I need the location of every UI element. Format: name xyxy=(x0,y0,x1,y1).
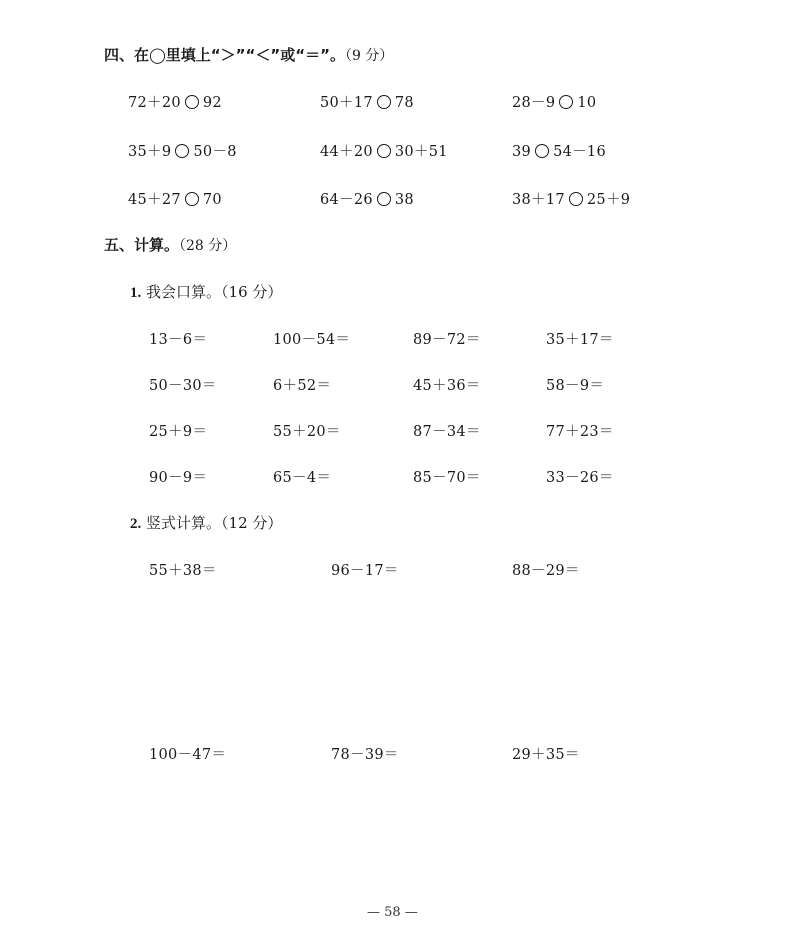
comparison-right: 25＋9 xyxy=(586,192,631,208)
section-4-points: （9 分） xyxy=(344,48,394,64)
mental-math-problem: 77＋23＝ xyxy=(546,424,614,440)
comparison-left: 72＋20 xyxy=(128,95,181,111)
part-1-number: 1. xyxy=(130,285,142,301)
answer-circle[interactable] xyxy=(377,144,391,158)
mental-math-problem: 89－72＝ xyxy=(413,332,481,348)
mental-math-problem: 58－9＝ xyxy=(546,378,605,394)
answer-circle[interactable] xyxy=(377,192,391,206)
comparison-left: 39 xyxy=(512,144,532,160)
mental-math-problem: 25＋9＝ xyxy=(149,424,208,440)
part-2-title: 竖式计算。（12 分） xyxy=(146,514,283,532)
mental-math-problem: 87－34＝ xyxy=(413,424,481,440)
comparison-item xyxy=(128,140,237,161)
section-5-title: 五、计算。 xyxy=(104,236,180,254)
comparison-left: 64－26 xyxy=(320,192,373,208)
vertical-calc-problem: 55＋38＝ xyxy=(149,563,217,579)
comparison-left: 28－9 xyxy=(512,95,556,111)
comparison-left: 35＋9 xyxy=(128,144,172,160)
answer-circle[interactable] xyxy=(569,192,583,206)
answer-circle[interactable] xyxy=(185,192,199,206)
comparison-right: 50－8 xyxy=(193,144,237,160)
comparison-item xyxy=(512,140,606,161)
mental-math-problem: 13－6＝ xyxy=(149,332,208,348)
part-1-heading xyxy=(130,281,282,302)
comparison-item xyxy=(320,140,448,161)
comparison-item xyxy=(512,188,630,209)
comparison-item xyxy=(320,91,414,112)
vertical-calc-problem: 78－39＝ xyxy=(331,747,399,763)
part-2-heading xyxy=(130,512,282,533)
part-1-title: 我会口算。（16 分） xyxy=(146,283,283,301)
comparison-item xyxy=(128,91,222,112)
answer-circle[interactable] xyxy=(559,95,573,109)
answer-circle[interactable] xyxy=(535,144,549,158)
mental-math-problem: 45＋36＝ xyxy=(413,378,481,394)
comparison-right: 54－16 xyxy=(553,144,606,160)
vertical-calc-problem: 96－17＝ xyxy=(331,563,399,579)
comparison-item xyxy=(128,188,222,209)
answer-circle[interactable] xyxy=(377,95,391,109)
comparison-item xyxy=(512,91,596,112)
mental-math-problem: 90－9＝ xyxy=(149,470,208,486)
comparison-item xyxy=(320,188,414,209)
answer-circle[interactable] xyxy=(175,144,189,158)
comparison-left: 50＋17 xyxy=(320,95,373,111)
section-4-title: 四、在◯里填上“＞”“＜”或“＝”。 xyxy=(104,46,345,64)
mental-math-problem: 65－4＝ xyxy=(273,470,332,486)
mental-math-problem: 55＋20＝ xyxy=(273,424,341,440)
vertical-calc-problem: 100－47＝ xyxy=(149,747,227,763)
comparison-right: 78 xyxy=(394,95,414,111)
mental-math-problem: 6＋52＝ xyxy=(273,378,332,394)
answer-circle[interactable] xyxy=(185,95,199,109)
page-number: — 58 — xyxy=(367,905,418,920)
mental-math-problem: 35＋17＝ xyxy=(546,332,614,348)
section-5-points: （28 分） xyxy=(179,238,237,254)
comparison-left: 38＋17 xyxy=(512,192,565,208)
vertical-calc-problem: 88－29＝ xyxy=(512,563,580,579)
mental-math-problem: 100－54＝ xyxy=(273,332,351,348)
comparison-right: 10 xyxy=(577,95,597,111)
comparison-left: 44＋20 xyxy=(320,144,373,160)
vertical-calc-problem: 29＋35＝ xyxy=(512,747,580,763)
comparison-right: 70 xyxy=(202,192,222,208)
mental-math-problem: 33－26＝ xyxy=(546,470,614,486)
mental-math-problem: 85－70＝ xyxy=(413,470,481,486)
section-5-heading xyxy=(104,234,236,255)
comparison-right: 92 xyxy=(202,95,222,111)
mental-math-problem: 50－30＝ xyxy=(149,378,217,394)
comparison-right: 38 xyxy=(394,192,414,208)
comparison-left: 45＋27 xyxy=(128,192,181,208)
section-4-heading xyxy=(104,44,393,65)
part-2-number: 2. xyxy=(130,516,142,532)
comparison-right: 30＋51 xyxy=(394,144,448,160)
